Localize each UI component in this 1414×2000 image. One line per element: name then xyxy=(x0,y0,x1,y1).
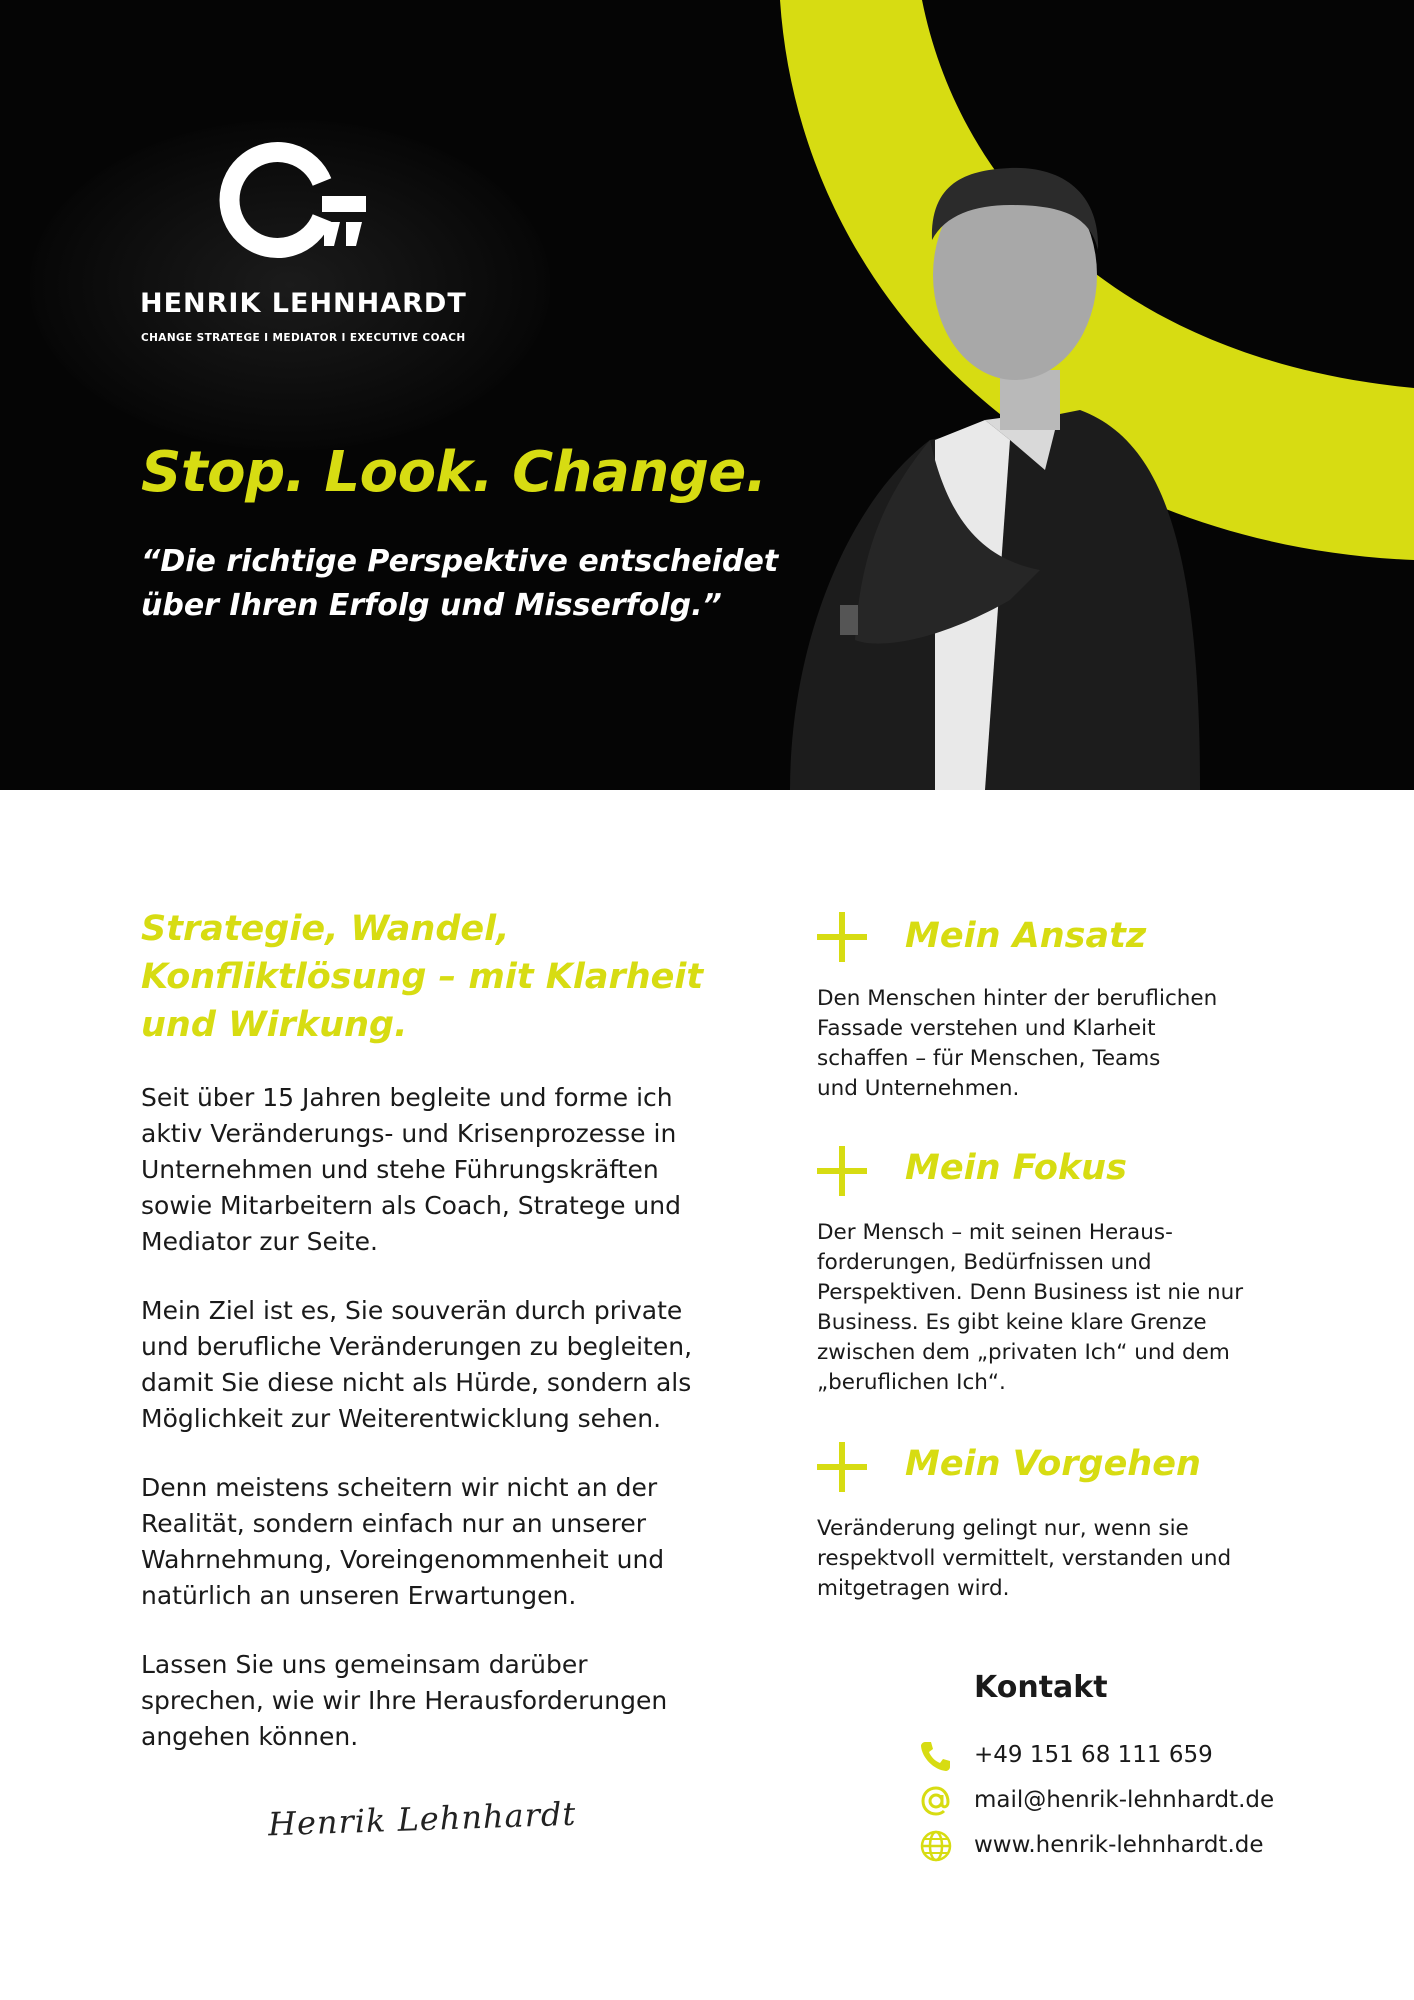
phone-icon xyxy=(918,1738,954,1774)
section-line: Veränderung gelingt nur, wenn sie xyxy=(817,1516,1189,1541)
section-line: respektvoll vermittelt, verstanden und xyxy=(817,1546,1232,1571)
section-title: Mein Ansatz xyxy=(905,916,1147,956)
section-text xyxy=(817,1514,1231,1604)
quote-line: “Die richtige Perspektive entscheidet xyxy=(141,544,779,579)
section-line: Fassade verstehen und Klarheit xyxy=(817,1016,1156,1041)
paragraph-line: Lassen Sie uns gemeinsam darüber xyxy=(141,1650,588,1679)
contact-email[interactable] xyxy=(918,1781,1338,1821)
quote-line: über Ihren Erfolg und Misserfolg.” xyxy=(141,588,722,623)
paragraph-line: natürlich an unseren Erwartungen. xyxy=(141,1581,577,1610)
paragraph-line: Mediator zur Seite. xyxy=(141,1227,378,1256)
plus-icon xyxy=(817,912,867,962)
headline-line: Konfliktlösung – mit Klarheit xyxy=(141,957,704,997)
intro-paragraph-2 xyxy=(141,1293,692,1437)
paragraph-line: damit Sie diese nicht als Hürde, sondern als xyxy=(141,1368,692,1397)
section-line: und Unternehmen. xyxy=(817,1076,1020,1101)
brand-tagline: CHANGE STRATEGE I MEDIATOR I EXECUTIVE COACH xyxy=(141,332,466,344)
intro-paragraph-1 xyxy=(141,1080,681,1260)
logo-mark xyxy=(230,152,366,248)
paragraph-line: Möglichkeit zur Weiterentwicklung sehen. xyxy=(141,1404,662,1433)
paragraph-line: aktiv Veränderungs- und Krisenprozesse in xyxy=(141,1119,677,1148)
portrait-photo xyxy=(790,168,1200,790)
section-line: schaffen – für Menschen, Teams xyxy=(817,1046,1161,1071)
paragraph-line: angehen können. xyxy=(141,1722,359,1751)
section-title: Mein Fokus xyxy=(905,1148,1127,1188)
section-title: Mein Vorgehen xyxy=(905,1444,1201,1484)
contact-title: Kontakt xyxy=(974,1670,1108,1705)
paragraph-line: und berufliche Veränderungen zu begleiten, xyxy=(141,1332,693,1361)
hero-slogan: Stop. Look. Change. xyxy=(141,440,767,505)
section-line: Perspektiven. Denn Business ist nie nur xyxy=(817,1280,1244,1305)
paragraph-line: Unternehmen und stehe Führungskräften xyxy=(141,1155,659,1184)
contact-web[interactable] xyxy=(918,1826,1338,1866)
section-text xyxy=(817,984,1217,1104)
headline-line: Strategie, Wandel, xyxy=(141,909,510,949)
plus-icon xyxy=(817,1146,867,1196)
brand-name: HENRIK LEHNHARDT xyxy=(140,288,467,319)
headline-line: und Wirkung. xyxy=(141,1005,408,1045)
hero-banner xyxy=(0,0,1414,790)
intro-paragraph-4 xyxy=(141,1647,667,1755)
paragraph-line: Wahrnehmung, Voreingenommenheit und xyxy=(141,1545,665,1574)
section-line: zwischen dem „privaten Ich“ und dem xyxy=(817,1340,1230,1365)
paragraph-line: Seit über 15 Jahren begleite und forme ich xyxy=(141,1083,673,1112)
website-url[interactable]: www.henrik-lehnhardt.de xyxy=(974,1832,1264,1858)
paragraph-line: sprechen, wie wir Ihre Herausforderungen xyxy=(141,1686,668,1715)
section-line: Der Mensch – mit seinen Heraus- xyxy=(817,1220,1173,1245)
paragraph-line: sowie Mitarbeitern als Coach, Stratege und xyxy=(141,1191,681,1220)
email-address[interactable]: mail@henrik-lehnhardt.de xyxy=(974,1787,1275,1813)
contact-phone[interactable] xyxy=(918,1736,1338,1776)
phone-number[interactable]: +49 151 68 111 659 xyxy=(974,1742,1213,1768)
section-line: mitgetragen wird. xyxy=(817,1576,1010,1601)
section-line: „beruflichen Ich“. xyxy=(817,1370,1006,1395)
section-line: forderungen, Bedürfnissen und xyxy=(817,1250,1152,1275)
handwritten-signature: Henrik Lehnhardt xyxy=(267,1794,577,1844)
intro-paragraph-3 xyxy=(141,1470,664,1614)
hero-graphics xyxy=(0,0,1414,790)
paragraph-line: Mein Ziel ist es, Sie souverän durch private xyxy=(141,1296,683,1325)
section-line: Business. Es gibt keine klare Grenze xyxy=(817,1310,1207,1335)
section-text xyxy=(817,1218,1243,1398)
globe-icon xyxy=(918,1828,954,1864)
plus-icon xyxy=(817,1442,867,1492)
intro-column xyxy=(141,905,761,1751)
paragraph-line: Denn meistens scheitern wir nicht an der xyxy=(141,1473,658,1502)
hero-quote xyxy=(141,540,801,628)
at-icon xyxy=(918,1783,954,1819)
section-line: Den Menschen hinter der beruflichen xyxy=(817,986,1218,1011)
intro-headline xyxy=(141,905,761,1049)
paragraph-line: Realität, sondern einfach nur an unserer xyxy=(141,1509,647,1538)
